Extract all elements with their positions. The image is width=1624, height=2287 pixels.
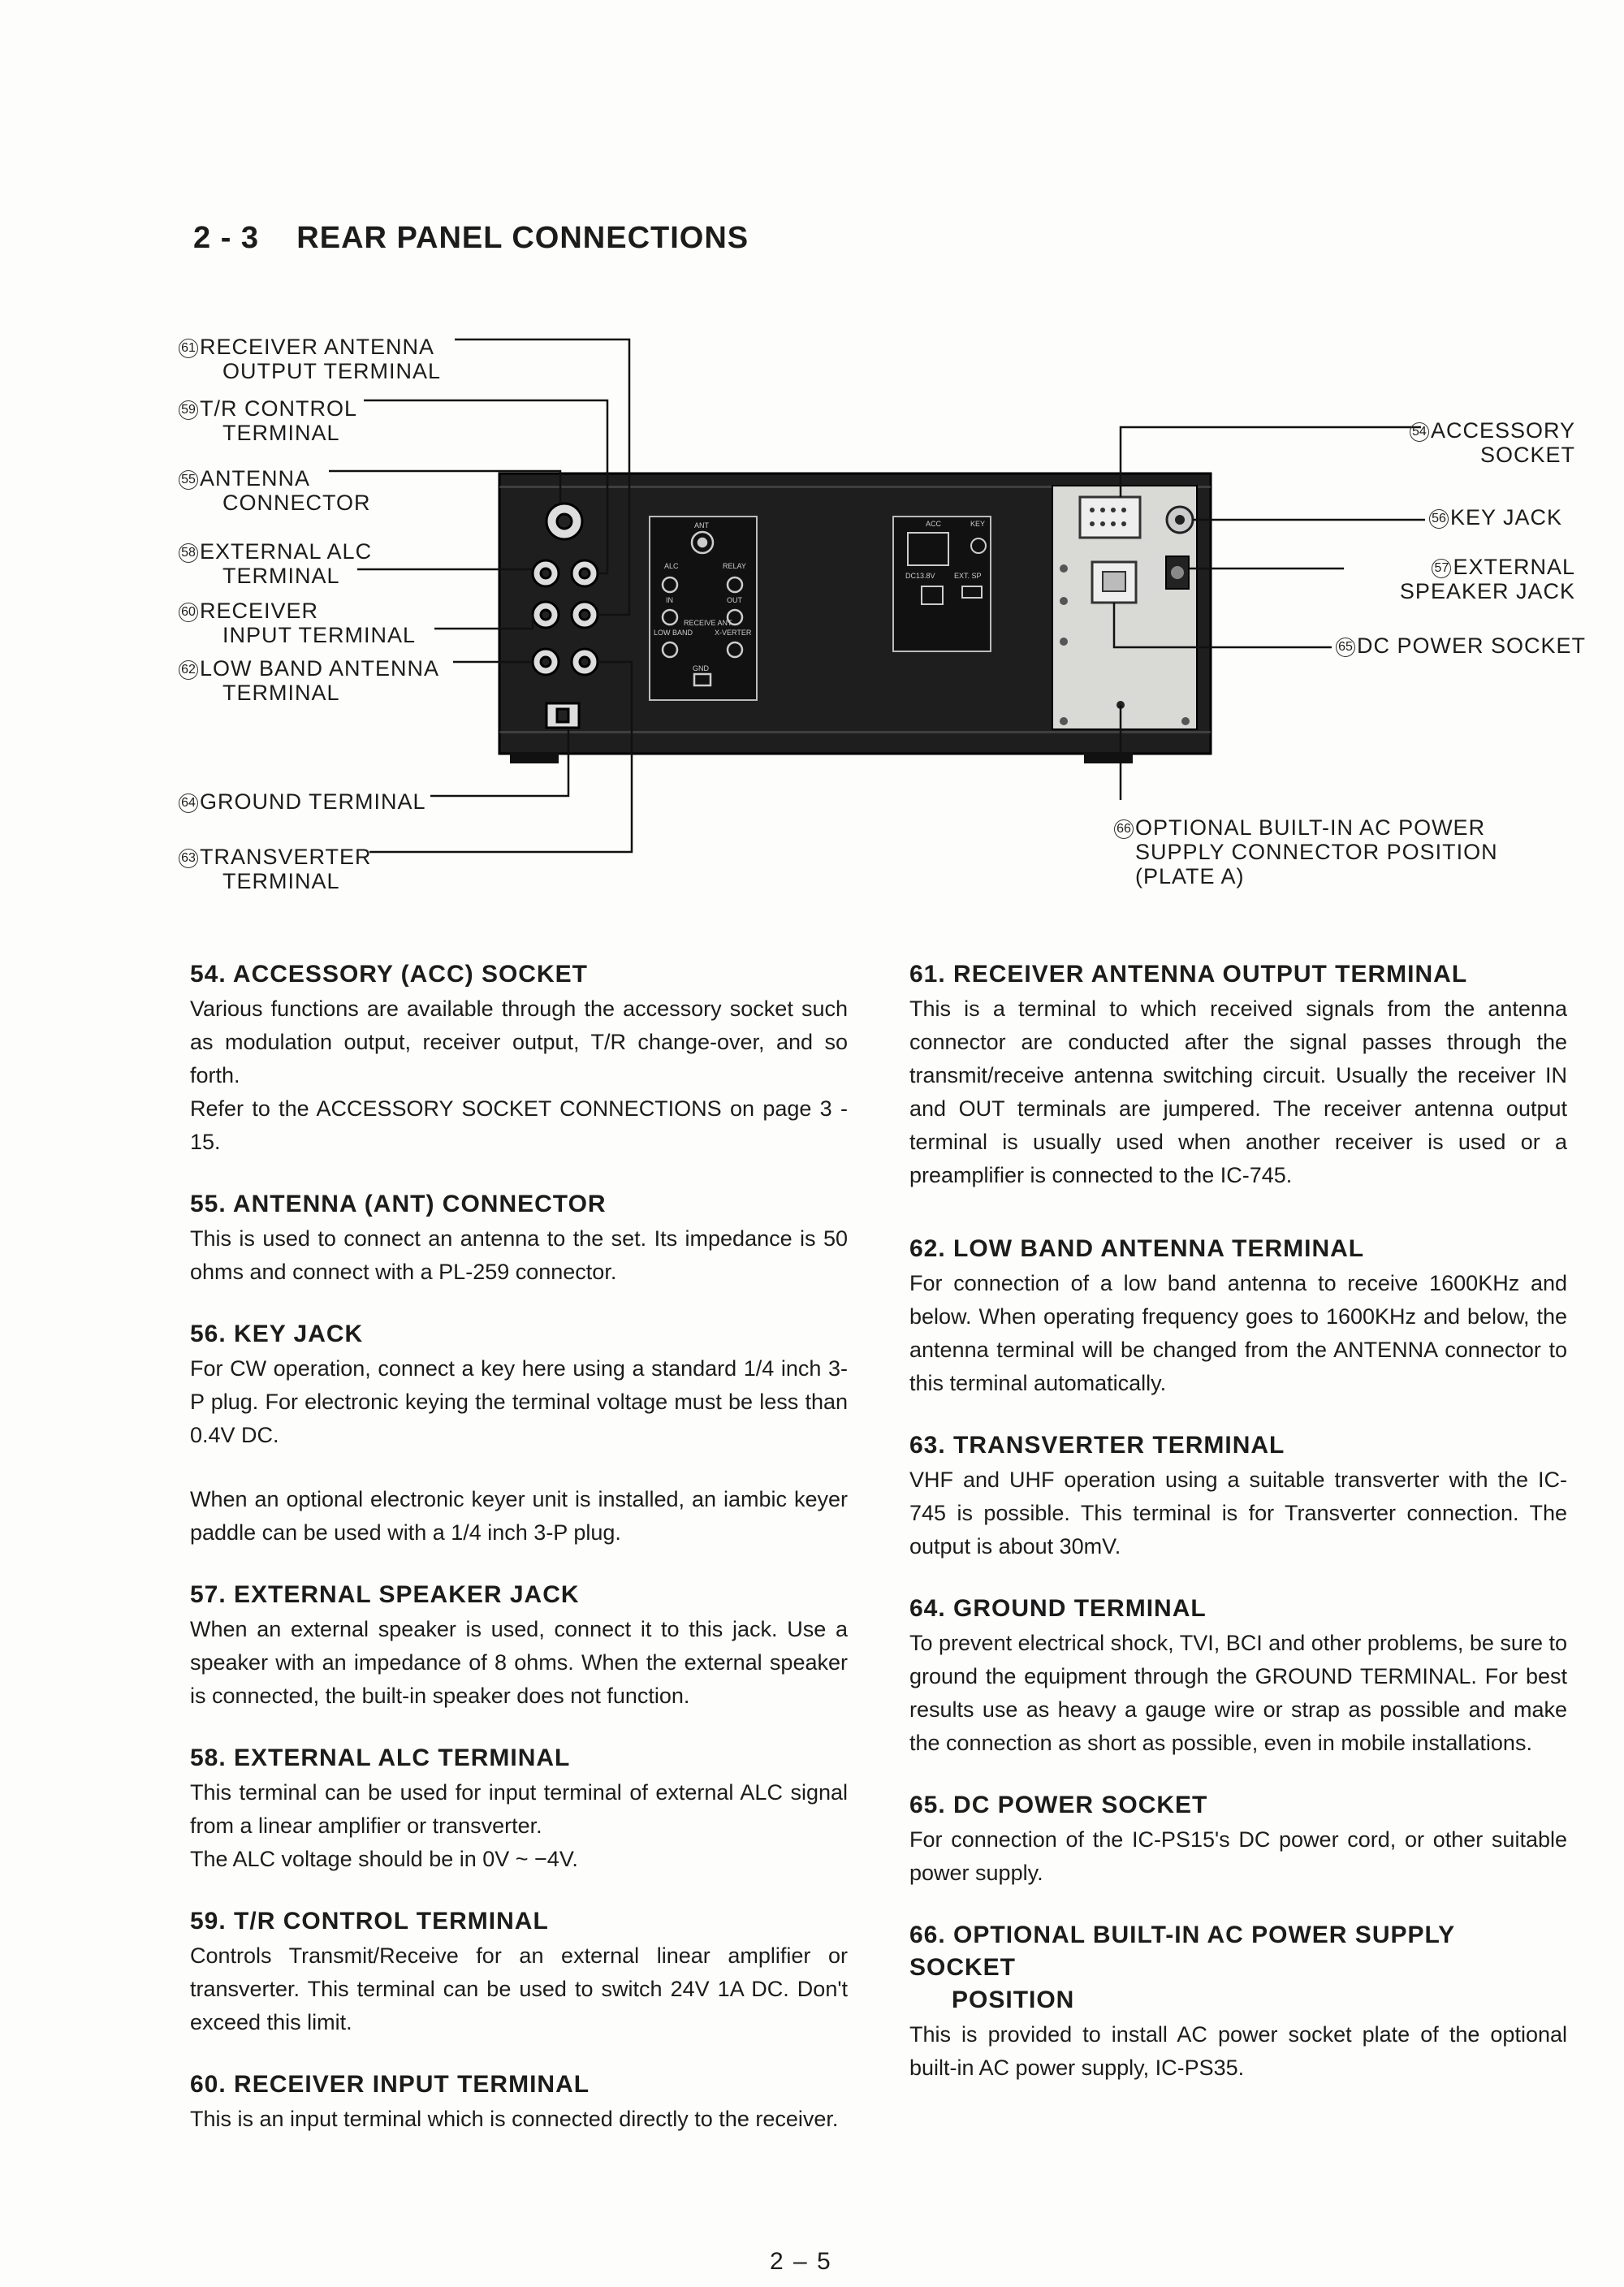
label-external-speaker: 57 EXTERNAL SPEAKER JACK [1399, 555, 1575, 603]
panel-text-ext-sp: EXT. SP [954, 572, 982, 580]
panel-text-ant: ANT [694, 521, 709, 530]
item-title: 56. KEY JACK [190, 1321, 364, 1347]
item-title: 59. T/R CONTROL TERMINAL [190, 1908, 549, 1935]
item-text: This is a terminal to which received signals from the antenna connector are conducted after the signal passes through the transmit/receive antenna switching circuit. Usually the receiver IN and OUT terminals are jumpered. The receiver antenna output terminal is usually used when another receiver is used or a preamplifier is connected to the IC-745. [909, 997, 1567, 1187]
label-tr-control: 59 T/R CONTROL TERMINAL [179, 396, 357, 445]
item-title: 66. OPTIONAL BUILT-IN AC POWER SUPPLY SOCKET POSITION [909, 1922, 1455, 2013]
panel-text-x-verter: X-VERTER [715, 629, 752, 637]
item-title: 57. EXTERNAL SPEAKER JACK [190, 1581, 580, 1608]
item-61 [909, 958, 1567, 1192]
item-text: When an optional electronic keyer unit is installed, an iambic keyer paddle can be used with a 1/4 inch 3-P plug. [190, 1487, 848, 1545]
item-63 [909, 1429, 1567, 1563]
panel-text-acc: ACC [926, 520, 942, 528]
item-text: Various functions are available through the accessory socket such as modulation output, receiver output, T/R change-over, and so forth. [190, 997, 848, 1087]
item-title: 64. GROUND TERMINAL [909, 1595, 1207, 1622]
section-heading: REAR PANEL CONNECTIONS [296, 221, 749, 255]
radio-foot-right [1084, 752, 1133, 763]
item-text: This is provided to install AC power socket plate of the optional built-in AC power supply, IC-PS35. [909, 2022, 1567, 2080]
panel-text-receive-ant: RECEIVE ANT [684, 619, 732, 627]
item-title: 63. TRANSVERTER TERMINAL [909, 1432, 1285, 1459]
label-ground-terminal: 64 GROUND TERMINAL [179, 789, 426, 814]
panel-text-alc: ALC [664, 562, 679, 570]
item-text: The ALC voltage should be in 0V ~ −4V. [190, 1847, 578, 1871]
item-text: This is an input terminal which is connected directly to the receiver. [190, 2107, 839, 2131]
label-external-alc: 58 EXTERNAL ALC TERMINAL [179, 539, 372, 588]
label-dc-power-socket: 65 DC POWER SOCKET [1336, 633, 1586, 658]
chassis-stripe-bottom [499, 731, 1211, 733]
section-number: 2 - 3 [193, 221, 260, 255]
item-text: For connection of a low band antenna to receive 1600KHz and below. When operating frequency goes to 1600KHz and below, the antenna terminal will be changed from the ANTENNA connector to this terminal automatically. [909, 1271, 1567, 1395]
item-55 [190, 1188, 848, 1289]
radio-foot-left [510, 752, 559, 763]
item-title: 62. LOW BAND ANTENNA TERMINAL [909, 1235, 1365, 1262]
label-transverter: 63 TRANSVERTER TERMINAL [179, 845, 372, 893]
item-65 [909, 1789, 1567, 1890]
label-optional-ac-power: 66 OPTIONAL BUILT-IN AC POWER SUPPLY CONNECTOR POSITION (PLATE A) [1114, 815, 1498, 888]
item-62 [909, 1233, 1567, 1400]
page-number: 2 – 5 [770, 2248, 832, 2275]
label-antenna-connector: 55 ANTENNA CONNECTOR [179, 466, 371, 515]
label-key-jack: 56 KEY JACK [1429, 505, 1562, 530]
label-accessory-socket: 54 ACCESSORY SOCKET [1410, 418, 1575, 467]
panel-text-key: KEY [970, 520, 986, 528]
label-low-band-antenna: 62 LOW BAND ANTENNA TERMINAL [179, 656, 439, 705]
item-56 [190, 1318, 848, 1550]
item-text: For connection of the IC-PS15's DC power cord, or other suitable power supply. [909, 1827, 1567, 1885]
item-66 [909, 1919, 1567, 2085]
label-receiver-antenna-output: 61 RECEIVER ANTENNA OUTPUT TERMINAL [179, 335, 441, 383]
item-64 [909, 1593, 1567, 1760]
item-title: 58. EXTERNAL ALC TERMINAL [190, 1744, 571, 1771]
panel-text-gnd: GND [693, 664, 709, 672]
item-title: 54. ACCESSORY (ACC) SOCKET [190, 961, 588, 988]
item-60 [190, 2069, 848, 2136]
panel-text-in: IN [666, 596, 673, 604]
right-column [909, 958, 1567, 2114]
item-57 [190, 1579, 848, 1713]
item-text: This terminal can be used for input terminal of external ALC signal from a linear amplifier or transverter. [190, 1780, 848, 1838]
label-receiver-input: 60 RECEIVER INPUT TERMINAL [179, 599, 416, 647]
item-58 [190, 1742, 848, 1876]
panel-text-dc: DC13.8V [905, 572, 935, 580]
item-title: 60. RECEIVER INPUT TERMINAL [190, 2071, 590, 2098]
item-title: 55. ANTENNA (ANT) CONNECTOR [190, 1191, 607, 1217]
item-54 [190, 958, 848, 1159]
item-text: To prevent electrical shock, TVI, BCI and other problems, be sure to ground the equipment through the GROUND TERMINAL. For best results use as heavy a gauge wire or strap as possible and make the connection as short as possible, even in mobile installations. [909, 1631, 1567, 1755]
item-text: Controls Transmit/Receive for an external linear amplifier or transverter. This terminal can be used to switch 24V 1A DC. Don't exceed this limit. [190, 1943, 848, 2034]
item-text: When an external speaker is used, connect it to this jack. Use a speaker with an impedance of 8 ohms. When the external speaker is connected, the built-in speaker does not function. [190, 1617, 848, 1708]
item-title: 65. DC POWER SOCKET [909, 1792, 1208, 1818]
item-59 [190, 1905, 848, 2039]
item-text: VHF and UHF operation using a suitable transverter with the IC-745 is possible. This terminal is for Transverter connection. The output is about 30mV. [909, 1468, 1567, 1559]
item-text: For CW operation, connect a key here using a standard 1/4 inch 3-P plug. For electronic keying the terminal voltage must be less than 0.4V DC. [190, 1356, 848, 1447]
accessory-socket-shape [1080, 497, 1140, 538]
item-text: This is used to connect an antenna to the set. Its impedance is 50 ohms and connect with a PL-259 connector. [190, 1226, 848, 1284]
left-column [190, 958, 848, 2165]
item-title: 61. RECEIVER ANTENNA OUTPUT TERMINAL [909, 961, 1468, 988]
panel-text-low-band: LOW BAND [654, 629, 693, 637]
panel-text-relay: RELAY [723, 562, 746, 570]
rear-panel-diagram [0, 0, 1624, 910]
panel-text-out: OUT [727, 596, 742, 604]
item-text: Refer to the ACCESSORY SOCKET CONNECTIONS on page 3 - 15. [190, 1096, 848, 1154]
